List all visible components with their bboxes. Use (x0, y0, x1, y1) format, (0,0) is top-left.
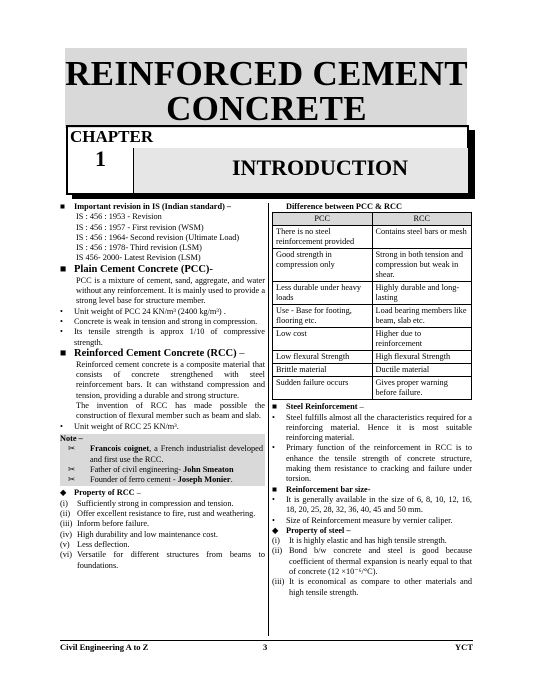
diamond-bullet-icon: ◆ (60, 488, 67, 498)
pcc-cell: Low flexural Strength (273, 351, 373, 364)
property-number: (iii) (272, 577, 285, 587)
pcc-bullet: Concrete is weak in tension and strong in compression. (74, 316, 258, 326)
property-text: Sufficiently strong in compression and tension. (77, 498, 234, 508)
pcc-cell: Less durable under heavy loads (273, 282, 373, 305)
table-row (273, 351, 472, 364)
left-column (60, 202, 265, 571)
rcc-heading: Reinforced Cement Concrete (RCC) (74, 347, 237, 359)
rcc-cell: High flexural Strength (372, 351, 472, 364)
revision-item: IS 456- 2000- Latest Revision (LSM) (76, 253, 201, 263)
table-row (273, 249, 472, 282)
property-text: Inform before failure. (77, 519, 150, 529)
right-column (272, 202, 472, 598)
column-divider (268, 203, 269, 636)
rcc-cell: Highly durable and long-lasting (372, 282, 472, 305)
revision-heading: Important revision in IS (Indian standard) – (74, 202, 232, 211)
rcc-body: The invention of RCC has made possible the construction of flexural member such as beam and slab. (76, 401, 265, 421)
property-text: Less deflection. (77, 539, 130, 549)
page-number: 3 (263, 642, 268, 652)
pcc-cell: There is no steel reinforcement provided (273, 226, 373, 249)
pcc-bullet: Its tensile strength is approx 1/10 of compressive strength. (74, 327, 265, 347)
pcc-cell: Sudden failure occurs (273, 377, 373, 400)
difference-heading: Difference between PCC & RCC (286, 202, 402, 211)
rcc-heading-dash: – (236, 347, 245, 359)
chapter-number: 1 (95, 146, 106, 171)
bar-size-heading: Reinforcement bar size- (286, 484, 371, 494)
note1-text: , a French industrialist developed and first use the RCC. (90, 444, 263, 464)
note3-period: . (230, 475, 233, 485)
pcc-cell: Brittle material (273, 364, 373, 377)
property-number: (iii) (60, 519, 73, 529)
note1-bold: Francois coignet (90, 444, 150, 454)
rcc-unit: Unit weight of RCC 25 KN/m³. (74, 421, 179, 431)
table-header-row (273, 213, 472, 226)
square-bullet-icon: ■ (60, 263, 67, 275)
pcc-body: PCC is a mixture of cement, sand, aggregate, and water without any reinforcement. It is mainly used to provide a strong level base for structure member. (76, 275, 265, 306)
rcc-cell: Gives proper warning before failure. (372, 377, 472, 400)
bullet-icon: • (272, 515, 275, 525)
table-row (273, 305, 472, 328)
revision-item: IS : 456 : 1964- Second revision (Ultimate Load) (76, 232, 240, 242)
property-number: (i) (60, 498, 68, 508)
rcc-cell: Contains steel bars or mesh (372, 226, 472, 249)
note2-bold: John Smeaton (181, 464, 234, 474)
revision-item: IS : 456 : 1978- Third revision (LSM) (76, 243, 202, 253)
property-number: (ii) (60, 509, 71, 519)
property-number: (v) (60, 539, 70, 549)
bullet-icon: • (60, 306, 63, 316)
table-row (273, 377, 472, 400)
table-row (273, 226, 472, 249)
steel-bullet: Primary function of the reinforcement in RCC is to enhance the tensile strength of concrete structure, making them resistance to cracking and failure under torsion. (286, 443, 472, 484)
property-number: (i) (272, 536, 280, 546)
bullet-icon: • (60, 327, 63, 337)
bar-size-bullet: Size of Reinforcement measure by vernier caliper. (286, 515, 453, 525)
property-number: (ii) (272, 546, 283, 556)
diamond-bullet-icon: ◆ (272, 525, 279, 535)
comparison-table-body (273, 226, 472, 400)
square-bullet-icon: ■ (272, 402, 278, 412)
page-footer (60, 640, 473, 652)
table-header: RCC (372, 213, 472, 226)
chapter-title: INTRODUCTION (232, 155, 409, 180)
note2-text: Father of civil engineering- (90, 464, 182, 474)
rcc-body: Reinforced cement concrete is a composite material that consists of concrete strengthened with steel reinforcement bars. It can withstand compression and tension, providing a durable and strong structure. (76, 359, 265, 400)
chapter-shadow-bottom (72, 195, 475, 199)
square-bullet-icon: ■ (60, 202, 66, 211)
property-text: Offer excellent resistance to fire, rust and weathering. (77, 509, 256, 519)
footer-publisher: YCT (455, 642, 473, 652)
pcc-cell: Low cost (273, 328, 373, 351)
property-number: (vi) (60, 550, 72, 560)
property-number: (iv) (60, 529, 72, 539)
property-text: It is economical as compare to other materials and high tensile strength. (289, 577, 472, 597)
square-bullet-icon: ■ (60, 347, 67, 359)
table-header: PCC (273, 213, 373, 226)
revision-item: IS : 456 : 1957 - First revision (WSM) (76, 222, 204, 232)
note3-text: Founder of ferro cement - (90, 475, 176, 485)
bullet-icon: • (60, 421, 63, 431)
bullet-icon: • (272, 443, 275, 453)
page-title-line2: CONCRETE (166, 89, 367, 128)
rcc-property-heading: Property of RCC (74, 488, 135, 498)
steel-property-heading: Property of steel – (286, 525, 351, 535)
property-text: High durability and low maintenance cost. (77, 529, 219, 539)
rcc-cell: Higher due to reinforcement (372, 328, 472, 351)
bullet-icon: • (60, 316, 63, 326)
rcc-cell: Ductile material (372, 364, 472, 377)
table-row (273, 364, 472, 377)
pcc-bullet: Unit weight of PCC 24 KN/m³ (2400 kg/m³) . (74, 306, 226, 316)
pcc-cell: Good strength in compression only (273, 249, 373, 282)
bar-size-bullet: It is generally available in the size of 6, 8, 10, 12, 16, 18, 20, 25, 28, 32, 36, 40, 45 and 50 mm. (286, 494, 472, 515)
table-row (273, 328, 472, 351)
scissors-icon: ✂ (68, 464, 75, 474)
scissors-icon: ✂ (68, 444, 75, 454)
footer-book-title: Civil Engineering A to Z (60, 642, 149, 652)
note3-bold: Joseph Monier (175, 475, 231, 485)
property-text: Bond b/w concrete and steel is good because coefficient of thermal expansion is nearly equal to that of concrete (12 ×10⁻⁶/°C). (289, 546, 472, 577)
pcc-heading: Plain Cement Concrete (PCC)- (74, 263, 213, 275)
rcc-cell: Strong in both tension and compression but weak in shear. (372, 249, 472, 282)
table-row (273, 282, 472, 305)
property-text: It is highly elastic and has high tensile strength. (289, 536, 447, 546)
note-box (60, 434, 265, 486)
revision-item: IS : 456 : 1953 - Revision (76, 212, 162, 222)
pcc-cell: Use - Base for footing, flooring etc. (273, 305, 373, 328)
chapter-title-box (134, 148, 468, 193)
steel-bullet: Steel fulfills almost all the characteristics required for a reinforcing material. Hence it is most suitable reinforcing material. (286, 412, 472, 443)
page-title-line1: REINFORCED CEMENT (65, 54, 468, 93)
chapter-shadow-right (469, 130, 475, 199)
chapter-label: CHAPTER (70, 127, 154, 146)
comparison-table (272, 212, 472, 400)
rcc-cell: Load bearing members like beam, slab etc. (372, 305, 472, 328)
steel-heading-dash: – (357, 402, 364, 412)
steel-heading: Steel Reinforcement (286, 402, 358, 412)
rcc-property-dash: – (134, 488, 141, 498)
square-bullet-icon: ■ (272, 484, 278, 494)
note-heading: Note – (60, 433, 83, 443)
bullet-icon: • (272, 494, 275, 504)
scissors-icon: ✂ (68, 475, 75, 485)
bullet-icon: • (272, 412, 275, 422)
property-text: Versatile for different structures from beams to foundations. (77, 550, 265, 570)
